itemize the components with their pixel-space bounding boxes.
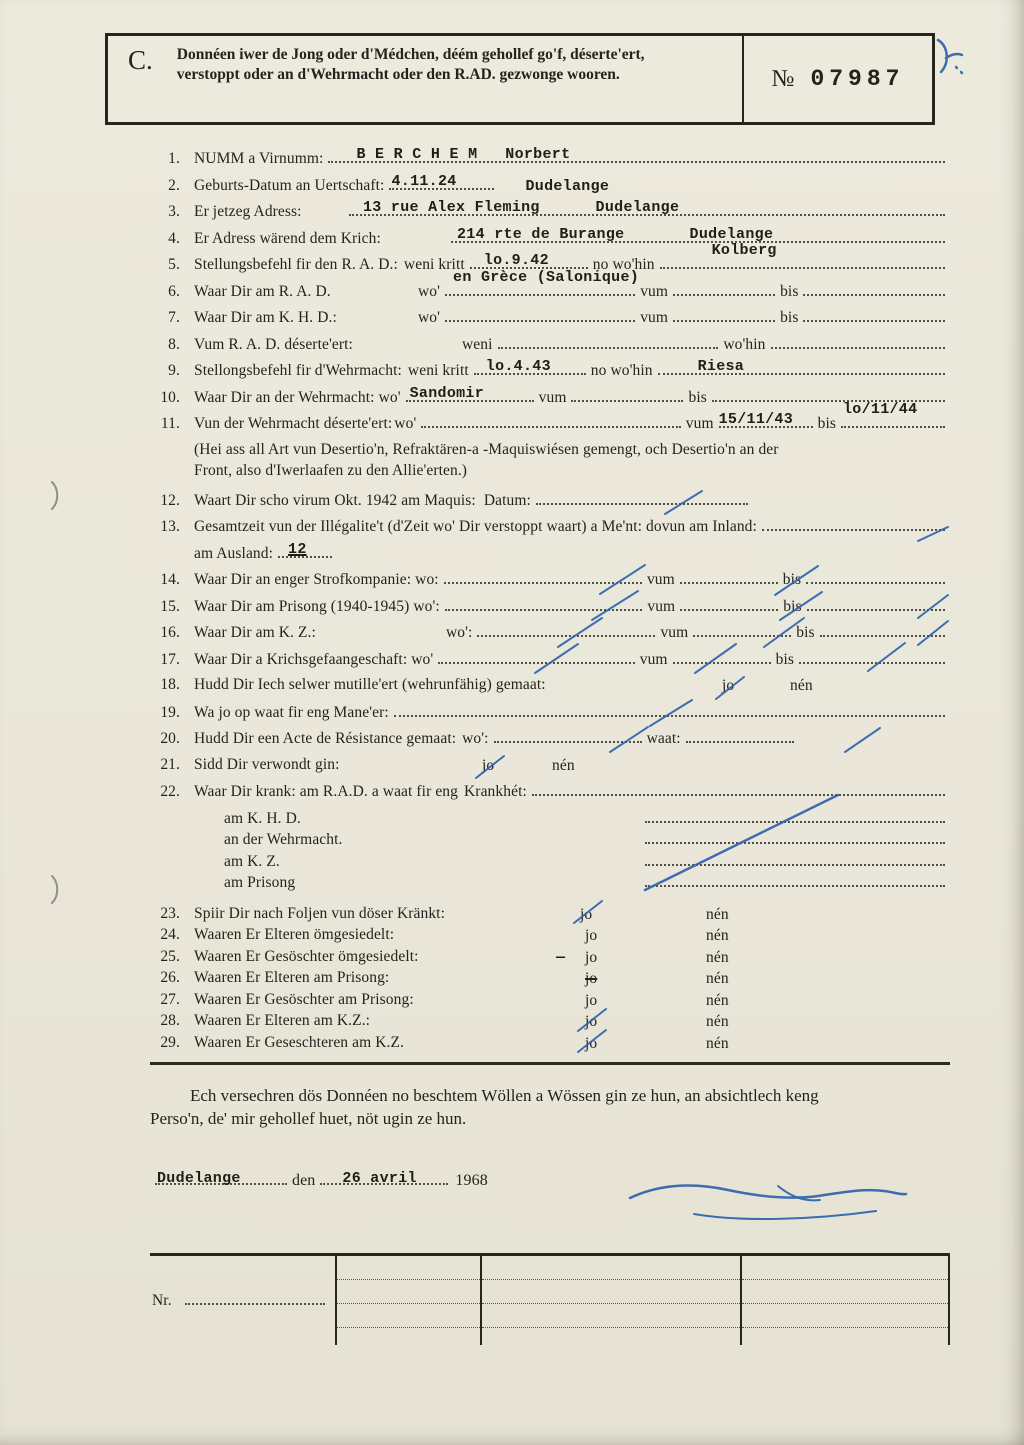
printed-text: weni kritt — [403, 256, 465, 273]
dotted-field — [494, 728, 642, 743]
printed-text: jo — [722, 677, 735, 694]
printed-text: bis — [780, 282, 799, 300]
number-label: № — [771, 65, 795, 92]
form-number-box — [742, 36, 932, 122]
header-box — [105, 33, 935, 125]
printed-text: Gesamtzeit vun der Illégalite't (d'Zeit wo' Dir verstoppt waart) a Me'nt: dovun am Inland: — [194, 518, 757, 535]
printed-text: vum — [646, 571, 675, 588]
printed-text: jo — [585, 970, 598, 987]
printed-text: Waar Dir am R. A. D. — [194, 282, 331, 300]
line-number: 21. — [160, 755, 180, 773]
printed-text: bis — [796, 624, 815, 641]
line-number: 25. — [160, 947, 180, 965]
printed-text: wo': — [462, 730, 489, 747]
typewritten-entry: 12 — [288, 540, 307, 558]
form-line-20 — [150, 728, 950, 755]
dashed-cell — [742, 1280, 948, 1304]
line-number: 19. — [160, 703, 180, 721]
printed-text: nén — [706, 991, 729, 1009]
form-line-24 — [150, 925, 950, 947]
form-line-cont-26 — [150, 829, 950, 851]
printed-text: am Prisong — [224, 874, 296, 891]
dotted-field — [474, 360, 586, 375]
section-letter: C. — [128, 45, 153, 75]
printed-text: Hudd Dir Iech selwer mutille'ert (wehrunfähig) gemaat: — [194, 676, 546, 693]
printed-text: Waaren Er Gesöschter am Prisong: — [194, 990, 414, 1008]
printed-text: bis — [688, 388, 707, 406]
form-line-7 — [150, 307, 950, 334]
printed-text: Er Adress wärend dem Krich: — [194, 229, 381, 247]
printed-text: Waaren Er Elteren ömgesiedelt: — [194, 926, 395, 943]
line-number: 15. — [160, 597, 180, 615]
printed-text: Waaren Er Geseschteren am K.Z. — [194, 1033, 405, 1051]
dateline-den-label: den — [292, 1172, 316, 1189]
form-line-cont-25 — [150, 808, 950, 830]
dateline — [150, 1170, 710, 1190]
form-line-18 — [150, 675, 950, 702]
dashed-cell — [742, 1256, 948, 1280]
form-line-15 — [150, 596, 950, 623]
printed-text: Waaren Er Elteren am K.Z.: — [194, 1012, 371, 1029]
form-line-14 — [150, 569, 950, 596]
typewritten-entry: — — [556, 948, 566, 966]
nr-line — [152, 1290, 330, 1310]
line-number: 24. — [160, 926, 180, 943]
dotted-field — [328, 148, 945, 163]
printed-text: Spiir Dir nach Foljen vun döser Kränkt: — [194, 904, 445, 922]
printed-text: jo — [585, 1034, 598, 1052]
dotted-field — [658, 360, 945, 375]
printed-text: nén — [706, 970, 729, 987]
header-left — [108, 36, 742, 122]
dotted-field — [680, 596, 778, 611]
dotted-field — [532, 781, 945, 796]
signature-stroke-3 — [778, 1186, 820, 1200]
dotted-field — [660, 242, 945, 269]
printed-text: Waar Dir an der Wehrmacht: — [194, 388, 375, 406]
separator-rule — [150, 1062, 950, 1065]
dashed-cell — [742, 1328, 948, 1344]
blue-corner-mark — [938, 40, 962, 73]
dashed-cell — [482, 1328, 740, 1344]
typewritten-entry: Sandomir — [409, 384, 485, 402]
signature-stroke-2 — [694, 1211, 876, 1219]
dashed-cell — [337, 1328, 480, 1344]
typewritten-date: 26 avril — [342, 1170, 417, 1187]
printed-text: vum — [640, 309, 669, 326]
dotted-field — [645, 851, 945, 866]
dotted-field — [645, 808, 945, 823]
form-lines — [150, 148, 950, 1054]
typewritten-entry: Dudelange — [525, 177, 610, 195]
date-dotted-field — [320, 1170, 448, 1185]
form-line-19 — [150, 702, 950, 729]
form-line-22 — [150, 781, 950, 808]
typewritten-entry: lo.4.43 — [485, 358, 551, 375]
dashed-cell — [482, 1304, 740, 1328]
printed-text: Front, also d'Iwerlaafen zu den Allie'erten.) — [194, 461, 468, 479]
form-line-13 — [150, 516, 950, 543]
printed-text: an der Wehrmacht. — [224, 831, 343, 848]
printed-text: Geburts-Datum an Uertschaft: — [194, 176, 385, 194]
printed-text: jo — [585, 1013, 598, 1030]
typewritten-entry: Riesa — [697, 358, 745, 375]
dotted-field — [438, 649, 634, 664]
printed-text: nén — [706, 1013, 729, 1030]
line-number: 18. — [160, 676, 180, 693]
dotted-field — [803, 281, 945, 296]
printed-text: no wo'hin — [590, 362, 653, 379]
printed-text: jo — [580, 905, 593, 923]
printed-text: Krankhét: — [464, 783, 527, 800]
footer-table — [150, 1253, 950, 1345]
printed-text: wo'hin — [723, 335, 766, 353]
line-number: 13. — [160, 518, 180, 535]
printed-text: vum — [639, 650, 668, 668]
line-number: 11. — [160, 415, 180, 432]
footer-table-column-1 — [335, 1256, 480, 1345]
form-line-9 — [150, 360, 950, 387]
line-number: 1. — [168, 150, 180, 167]
margin-paren-1 — [52, 482, 57, 509]
line-number: 2. — [168, 176, 180, 194]
line-number: 6. — [168, 282, 180, 300]
printed-text: Waaren Er Gesöschter ömgesiedelt: — [194, 947, 419, 965]
line-number: 17. — [160, 650, 180, 668]
line-number: 28. — [160, 1012, 180, 1029]
printed-text: nén — [552, 756, 575, 774]
margin-paren-2 — [52, 876, 57, 903]
form-line-10 — [150, 384, 950, 414]
line-number: 7. — [168, 309, 180, 326]
typewritten-entry: B E R C H E M Norbert — [356, 146, 571, 163]
printed-text: vum — [685, 415, 714, 432]
printed-text: Wa jo op waat fir eng Mane'er: — [194, 703, 389, 721]
line-number: 10. — [160, 388, 180, 406]
dashed-cell — [337, 1304, 480, 1328]
printed-text: Waar Dir an enger Strofkompanie: — [194, 571, 412, 588]
typewritten-entry: 15/11/43 — [718, 411, 794, 428]
place-dotted-field — [155, 1170, 287, 1185]
form-line-cont-15 — [150, 540, 950, 570]
dotted-field — [349, 201, 945, 216]
line-number: 23. — [160, 904, 180, 922]
dotted-field — [806, 569, 945, 584]
dotted-field — [762, 516, 945, 531]
typewritten-entry: Kolberg — [711, 242, 777, 259]
form-line-26 — [150, 968, 950, 990]
line-number: 12. — [160, 491, 180, 509]
dotted-field — [278, 540, 332, 558]
dotted-field — [799, 649, 945, 664]
closing-line-2: Perso'n, de' mir gehollef huet, nöt ugin ze hun. — [150, 1109, 467, 1128]
printed-text: weni — [462, 335, 493, 353]
form-line-11 — [150, 401, 950, 440]
printed-text: bis — [817, 415, 836, 432]
typewritten-entry: 214 rte de Burange Dudelange — [457, 225, 774, 243]
dotted-field — [719, 413, 813, 428]
dashed-cell — [742, 1304, 948, 1328]
printed-text: wo: — [415, 571, 439, 588]
number-value: 07987 — [810, 66, 905, 92]
footer-table-label-cell — [150, 1256, 335, 1345]
dotted-field — [820, 622, 945, 637]
dotted-field — [536, 490, 748, 505]
dotted-field — [421, 413, 680, 428]
dashed-cell — [482, 1280, 740, 1304]
form-line-12 — [150, 490, 950, 517]
line-number: 20. — [160, 730, 180, 747]
line-number: 8. — [168, 335, 180, 353]
printed-text: Waar Dir am K. Z.: — [194, 624, 316, 641]
printed-text: vum — [647, 597, 676, 615]
closing-paragraph — [150, 1084, 950, 1130]
form-line-16 — [150, 622, 950, 649]
printed-text: wo' — [418, 282, 441, 300]
form-line-29 — [150, 1033, 950, 1055]
printed-text: vum — [538, 388, 567, 406]
form-line-cont-28 — [150, 872, 950, 894]
printed-text: vum — [660, 624, 689, 641]
form-line-23 — [150, 904, 950, 926]
printed-text: jo — [585, 948, 598, 966]
line-number: 22. — [160, 783, 180, 800]
dotted-field — [645, 829, 945, 844]
dotted-field — [673, 307, 775, 322]
header-description: Donnéen iwer de Jong oder d'Médchen, déém gehollef go'f, déserte'ert, verstoppt oder an d'Wehrmacht oder den R.AD. gezwonge wooren. — [176, 46, 645, 83]
printed-text: am K. H. D. — [224, 809, 301, 827]
dotted-field — [803, 307, 945, 322]
form-line-27 — [150, 990, 950, 1012]
printed-text: Waar Dir a Krichsgefaangeschaft: — [194, 650, 408, 668]
dotted-field — [693, 622, 791, 637]
typewritten-entry: en Grèce (Salonique) — [453, 268, 640, 286]
form-line-28 — [150, 1011, 950, 1033]
printed-text: bis — [780, 309, 799, 326]
dotted-field — [807, 596, 945, 611]
dotted-field — [445, 268, 640, 296]
footer-table-column-2 — [480, 1256, 740, 1345]
spacer — [799, 741, 950, 743]
printed-text: Waaren Er Elteren am Prisong: — [194, 969, 390, 986]
line-number: 27. — [160, 990, 180, 1008]
printed-text: Vum R. A. D. déserte'ert: — [194, 335, 353, 353]
typewritten-entry: 4.11.24 — [391, 172, 457, 190]
dotted-field — [389, 172, 494, 190]
form-line-6 — [150, 268, 950, 308]
printed-text: wo' — [378, 388, 401, 406]
dotted-field — [686, 728, 794, 743]
printed-text: Waar Dir am Prisong (1940-1945) wo': — [194, 597, 440, 615]
dashed-cell — [482, 1256, 740, 1280]
dotted-field — [680, 569, 778, 584]
dotted-field — [477, 622, 655, 637]
printed-text: nén — [706, 927, 729, 944]
printed-text: Stellongsbefehl fir d'Wehrmacht: — [194, 362, 402, 379]
line-number: 16. — [160, 624, 180, 641]
form-line-cont-12 — [150, 461, 950, 482]
line-number: 3. — [168, 203, 180, 220]
typewritten-entry: 13 rue Alex Fleming Dudelange — [363, 199, 680, 216]
line-number: 29. — [160, 1033, 180, 1051]
printed-text: nén — [706, 948, 729, 966]
spacer — [753, 503, 950, 505]
nr-dotted-field — [185, 1290, 325, 1305]
typewritten-entry: lo/11/44 — [843, 401, 918, 418]
dashed-cell — [337, 1280, 480, 1304]
printed-text: jo — [482, 756, 495, 774]
printed-text: jo — [585, 927, 598, 944]
form-line-25 — [150, 947, 950, 969]
printed-text: nén — [706, 1034, 729, 1052]
form-line-21 — [150, 755, 950, 782]
printed-text: weni kritt — [407, 362, 469, 379]
printed-text: Vun der Wehrmacht déserte'ert: — [194, 415, 393, 432]
dotted-field — [406, 384, 534, 402]
printed-text: am K. Z. — [224, 852, 280, 870]
printed-text: am Ausland: — [194, 544, 274, 562]
printed-text: wo' — [394, 415, 417, 432]
dotted-field — [645, 872, 945, 887]
footer-table-column-3 — [740, 1256, 950, 1345]
printed-text: bis — [782, 571, 802, 588]
dotted-field — [445, 596, 643, 611]
printed-text: wo' — [411, 650, 434, 668]
dotted-field — [771, 334, 945, 349]
printed-text: nén — [706, 905, 729, 923]
dotted-field — [571, 387, 683, 402]
line-number: 14. — [160, 571, 180, 588]
printed-text: no wo'hin — [592, 256, 655, 273]
printed-text: Waart Dir scho virum Okt. 1942 am Maquis: — [194, 491, 476, 509]
line-number: 26. — [160, 969, 180, 986]
spacer — [337, 556, 950, 558]
printed-text: (Hei ass all Art vun Desertio'n, Refraktären-a -Maquiswiésen gemengt, och Desertio'n an der — [194, 440, 779, 458]
line-number: 5. — [168, 256, 180, 273]
form-line-4 — [150, 225, 950, 255]
dateline-year: 1968 — [455, 1172, 488, 1189]
nr-label: Nr. — [152, 1292, 172, 1309]
line-number: 9. — [168, 362, 180, 379]
printed-text: wo' — [418, 309, 441, 326]
printed-text: nén — [790, 677, 813, 694]
printed-text: Waar Dir am K. H. D.: — [194, 309, 337, 326]
dotted-field — [673, 649, 771, 664]
printed-text: NUMM a Virnumm: — [194, 150, 324, 167]
printed-text: jo — [585, 991, 598, 1009]
dotted-field — [673, 281, 775, 296]
printed-text: vum — [640, 282, 669, 300]
printed-text: Er jetzeg Adress: — [194, 203, 302, 220]
form-line-cont-11 — [150, 440, 950, 461]
printed-text: Sidd Dir verwondt gin: — [194, 755, 340, 773]
spacer — [609, 188, 950, 190]
closing-line-1: Ech versechren dös Donnéen no beschtem Wöllen a Wössen gin ze hun, an absichtlech keng — [190, 1086, 819, 1105]
printed-text: Waar Dir krank: am R.A.D. a waat fir eng — [194, 783, 459, 800]
typewritten-entry: lo.9.42 — [483, 252, 549, 269]
printed-text: wo': — [446, 624, 473, 641]
dotted-field — [451, 225, 945, 243]
printed-text: Stellungsbefehl fir den R. A. D.: — [194, 256, 398, 273]
form-line-17 — [150, 649, 950, 676]
form-line-cont-27 — [150, 851, 950, 873]
line-number: 4. — [168, 229, 180, 247]
printed-text: bis — [775, 650, 794, 668]
dotted-field — [445, 307, 635, 322]
dotted-field — [498, 334, 719, 349]
dotted-field — [444, 569, 642, 584]
form-line-1 — [150, 148, 950, 175]
printed-text: Datum: — [483, 491, 531, 509]
dotted-field — [841, 401, 945, 428]
printed-text: Hudd Dir een Acte de Résistance gemaat: — [194, 730, 457, 747]
printed-text: bis — [783, 597, 802, 615]
dotted-field — [394, 702, 945, 717]
dashed-cell — [337, 1256, 480, 1280]
typewritten-place: Dudelange — [157, 1170, 241, 1187]
printed-text: waat: — [646, 730, 681, 747]
